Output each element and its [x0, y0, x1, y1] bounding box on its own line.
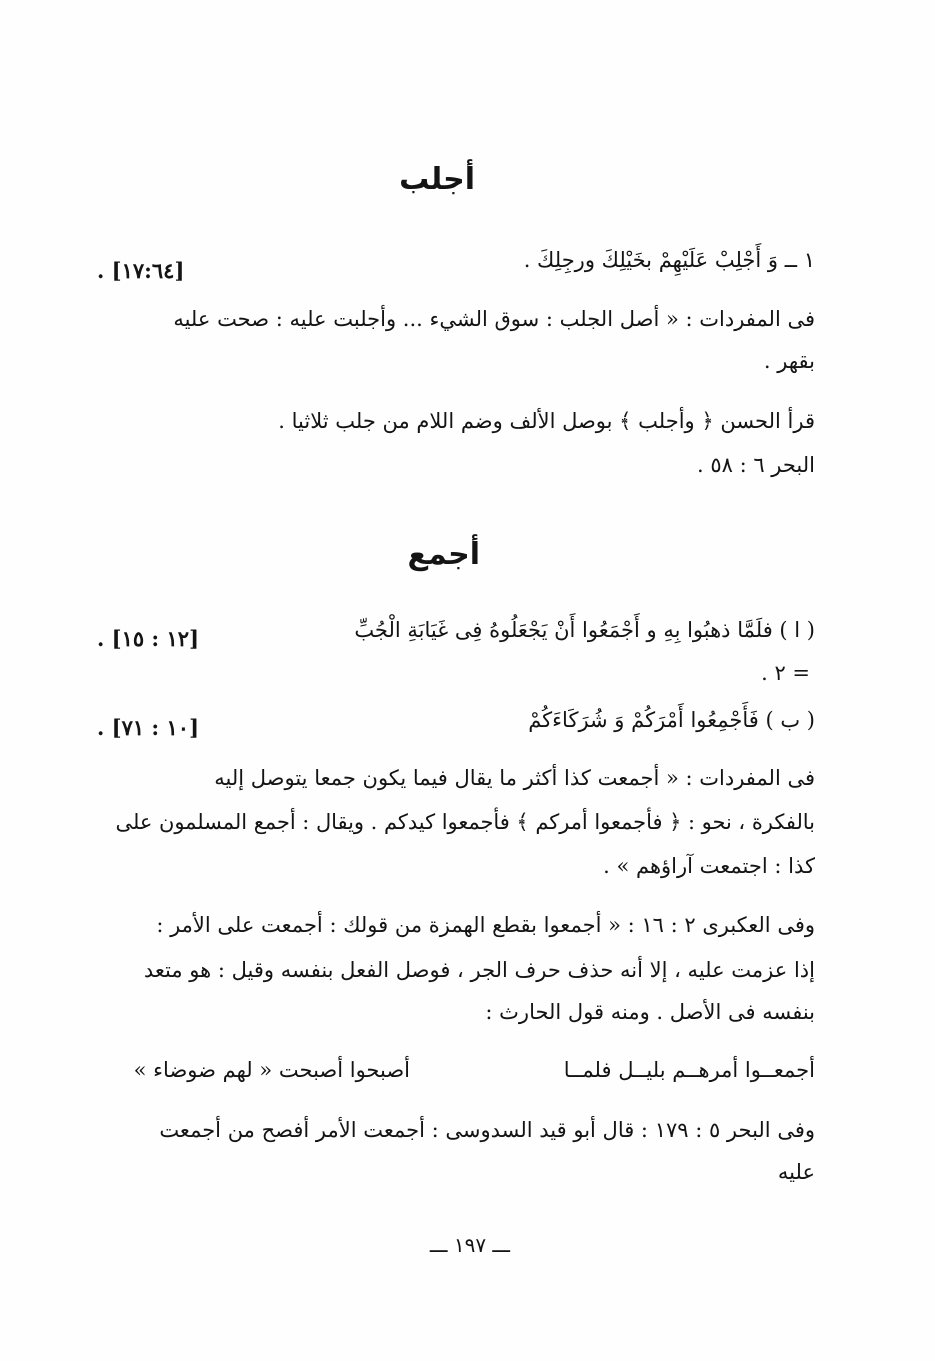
ukbari-para-line-1: وفى العكبرى ٢ : ١٦ : « أجمعوا بقطع الهمزة من قولك : أجمعت على الأمر :: [156, 913, 815, 937]
mufradat-line-2: بقهر .: [763, 349, 815, 373]
page-number: ـــ ١٩٧ ـــ: [429, 1233, 510, 1257]
mufradat-para-line-2: بالفكرة ، نحو : ﴿ فأجمعوا أمركم ﴾ فأجمعوا كيدكم . ويقال : أجمع المسلمون على: [115, 810, 815, 834]
mufradat-para-line-1: فى المفردات : « أجمعت كذا أكثر ما يقال فيما يكون جمعا يتوصل إليه: [214, 766, 815, 790]
heading-ajmaa: أجمع: [407, 537, 480, 572]
qiraa-line: قرأ الحسن ﴿ وأجلب ﴾ بوصل الألف وضم اللام من جلب ثلاثيا .: [278, 409, 815, 433]
verse-a-reference: . [١٢ : ١٥]: [97, 626, 199, 651]
verse-a-note: = ٢ .: [761, 661, 810, 685]
mufradat-line-1: فى المفردات : « أصل الجلب : سوق الشيء ... وأجلبت عليه : صحت عليه: [173, 307, 815, 331]
verse-b: ( ب ) فَأَجْمِعُوا أَمْرَكُمْ وَ شُرَكَاءَكُمْ: [528, 708, 815, 732]
verse-1-reference: . [١٧:٦٤]: [97, 258, 185, 283]
poetry-second-hemistich: أصبحوا أصبحت « لهم ضوضاء »: [133, 1058, 410, 1082]
verse-b-reference: . [١٠ : ٧١]: [97, 715, 199, 740]
verse-1: ١ ــ وَ أَجْلِبْ عَلَيْهِمْ بخَيْلِكَ ورجِلِكَ .: [523, 248, 815, 272]
heading-ajlib: أجلب: [399, 162, 475, 197]
bahr-reference: البحر ٦ : ٥٨ .: [696, 453, 815, 477]
bahr-para-line-2: عليه: [777, 1160, 815, 1184]
ukbari-para-line-2: إذا عزمت عليه ، إلا أنه حذف حرف الجر ، فوصل الفعل بنفسه وقيل : هو متعد: [143, 958, 815, 982]
poetry-first-hemistich: أجمعــوا أمرهــم بليــل فلمــا: [563, 1058, 815, 1082]
ukbari-para-line-3: بنفسه فى الأصل . ومنه قول الحارث :: [485, 1000, 815, 1024]
verse-a: ( ا ) فلَمَّا ذهبُوا بِهِ و أَجْمَعُوا أَنْ يَجْعَلُوهُ فِى غَيَابَةِ الْجُبِّ: [354, 618, 815, 642]
bahr-para-line-1: وفى البحر ٥ : ١٧٩ : قال أبو قيد السدوسى : أجمعت الأمر أفصح من أجمعت: [159, 1118, 815, 1142]
mufradat-para-line-3: كذا : اجتمعت آراؤهم » .: [603, 854, 815, 878]
